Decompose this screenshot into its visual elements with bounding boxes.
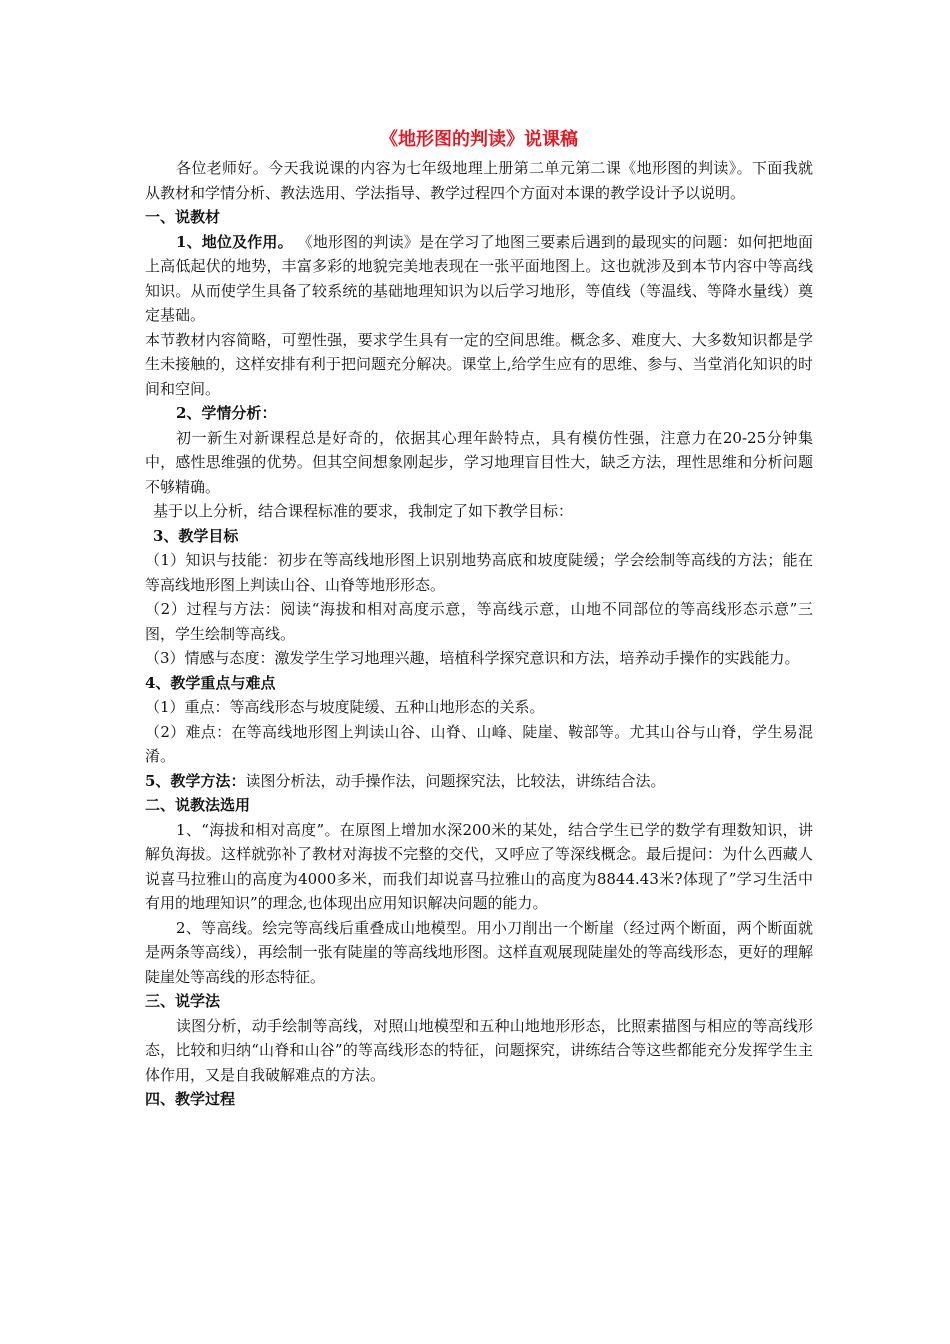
- section-heading-2: 二、说教法选用: [145, 796, 251, 814]
- teaching-methods-paragraph: [145, 769, 813, 794]
- position-role-label: 1、地位及作用。: [176, 232, 293, 251]
- goals-intro-paragraph: 基于以上分析，结合课程标准的要求，我制定了如下教学目标：: [153, 502, 574, 520]
- teaching-methods-label: 5、教学方法：: [145, 771, 246, 790]
- key-point-item: （1）重点：等高线形态与坡度陡缓、五种山地形态的关系。: [145, 698, 545, 716]
- section-heading-3: 三、说学法: [145, 992, 221, 1010]
- goal-item: （1）知识与技能：初步在等高线地形图上识别地势高底和坡度陡缓；学会绘制等高线的方法；能在等高线地形图上判读山谷、山脊等地形形态。: [145, 551, 813, 594]
- section-heading-4: 四、教学过程: [145, 1090, 236, 1108]
- position-role-text: 《地形图的判读》是在学习了地图三要素后遇到的最现实的问题：如何把地面上高低起伏的地势，丰富多彩的地貌完美地表现在一张平面地图上。这也就涉及到本节内容中等高线知识。从而使学生具备了较系统的基础地理知识为以后学习地形，等值线（等温线、等降水量线）奠定基础。: [145, 232, 813, 324]
- material-paragraph: 本节教材内容简略，可塑性强，要求学生具有一定的空间思维。概念多、难度大、大多数知识都是学生未接触的，这样安排有利于把问题充分解决。课堂上,给学生应有的思维、参与、当堂消化知识的时间和空间。: [145, 330, 813, 398]
- key-point-item: （2）难点：在等高线地形图上判读山谷、山脊、山峰、陡崖、鞍部等。尤其山谷与山脊，学生易混淆。: [145, 722, 813, 765]
- teaching-goals-heading: 3、教学目标: [153, 526, 239, 545]
- document-title: 《地形图的判读》说课稿: [380, 129, 578, 150]
- goal-item: （3）情感与态度：激发学生学习地理兴趣，培植科学探究意识和方法，培养动手操作的实践能力。: [145, 649, 800, 667]
- teaching-methods-text: 读图分析法，动手操作法，问题探究法，比较法，讲练结合法。: [245, 771, 666, 790]
- position-role-paragraph: [145, 230, 813, 328]
- section-heading-1: 一、说教材: [145, 208, 221, 226]
- document-page: [145, 128, 813, 1112]
- study-method-paragraph: 读图分析，动手绘制等高线，对照山地模型和五种山地地形形态，比照素描图与相应的等高线形态，比较和归纳“山脊和山谷”的等高线形态的特征，问题探究，讲练结合等这些都能充分发挥学生主体作用，又是自我破解难点的方法。: [145, 1016, 813, 1084]
- key-points-heading: 4、教学重点与难点: [145, 673, 276, 692]
- method-paragraph-1: 1、“海拔和相对高度”。在原图上增加水深200米的某处，结合学生已学的数学有理数知识，讲解负海拔。这样就弥补了教材对海拔不完整的交代，又呼应了等深线概念。最后提问：为什么西藏人说喜马拉雅山的高度为4000多米，而我们却说喜马拉雅山的高度为8844.43米?体现了”学习生活中有用的地理知识”的理念,也体现出应用知识解决问题的能力。: [145, 820, 813, 912]
- intro-paragraph: 各位老师好。今天我说课的内容为七年级地理上册第二单元第二课《地形图的判读》。下面我就从教材和学情分析、教法选用、学法指导、教学过程四个方面对本课的教学设计予以说明。: [145, 159, 813, 202]
- goal-item: （2）过程与方法：阅读“海拔和相对高度示意，等高线示意，山地不同部位的等高线形态示意”三图，学生绘制等高线。: [145, 600, 813, 643]
- student-analysis-heading: 2、学情分析：: [176, 404, 277, 422]
- student-analysis-paragraph: 初一新生对新课程总是好奇的，依据其心理年龄特点，具有模仿性强，注意力在20-25分钟集中，感性思维强的优势。但其空间想象刚起步，学习地理盲目性大，缺乏方法，理性思维和分析问题不够精确。: [145, 428, 813, 496]
- method-paragraph-2: 2、等高线。绘完等高线后重叠成山地模型。用小刀削出一个断崖（经过两个断面，两个断面就是两条等高线），再绘制一张有陡崖的等高线地形图。这样直观展现陡崖处的等高线形态，更好的理解陡崖处等高线的形态特征。: [145, 918, 813, 986]
